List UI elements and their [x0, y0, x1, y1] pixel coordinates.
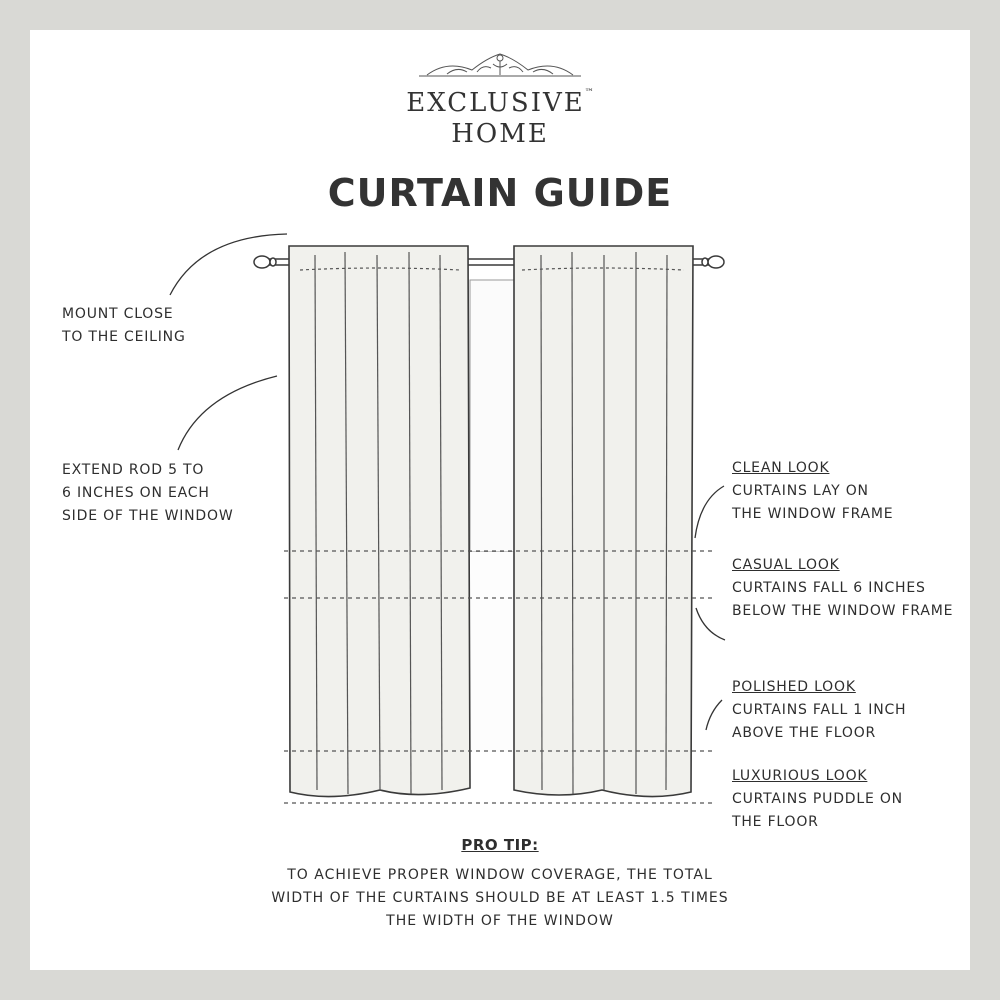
clean-look-note: CLEAN LOOK CURTAINS LAY ON THE WINDOW FRAME [732, 460, 894, 522]
brand-line-1: EXCLUSIVE™ [406, 88, 594, 118]
pro-tip-heading: PRO TIP: [461, 836, 539, 854]
page-title: CURTAIN GUIDE [327, 171, 673, 215]
luxurious-look-note: LUXURIOUS LOOK CURTAINS PUDDLE ON THE FLOOR [732, 768, 903, 830]
pro-tip-body: TO ACHIEVE PROPER WINDOW COVERAGE, THE TOTAL WIDTH OF THE CURTAINS SHOULD BE AT LEAST 1.5 TIMES THE WIDTH OF THE WINDOW [271, 867, 729, 929]
brand-line-2: HOME [451, 119, 549, 149]
window-gap [470, 552, 516, 752]
polished-look-note: POLISHED LOOK CURTAINS FALL 1 INCH ABOVE THE FLOOR [732, 679, 907, 741]
extend-rod-note: EXTEND ROD 5 TO 6 INCHES ON EACH SIDE OF THE WINDOW [62, 462, 234, 524]
window-pane [470, 280, 516, 552]
mount-note: MOUNT CLOSE TO THE CEILING [62, 306, 186, 345]
right-curtain-panel [514, 246, 693, 797]
casual-look-note: CASUAL LOOK CURTAINS FALL 6 INCHES BELOW THE WINDOW FRAME [732, 557, 954, 619]
left-curtain-panel [289, 246, 470, 797]
